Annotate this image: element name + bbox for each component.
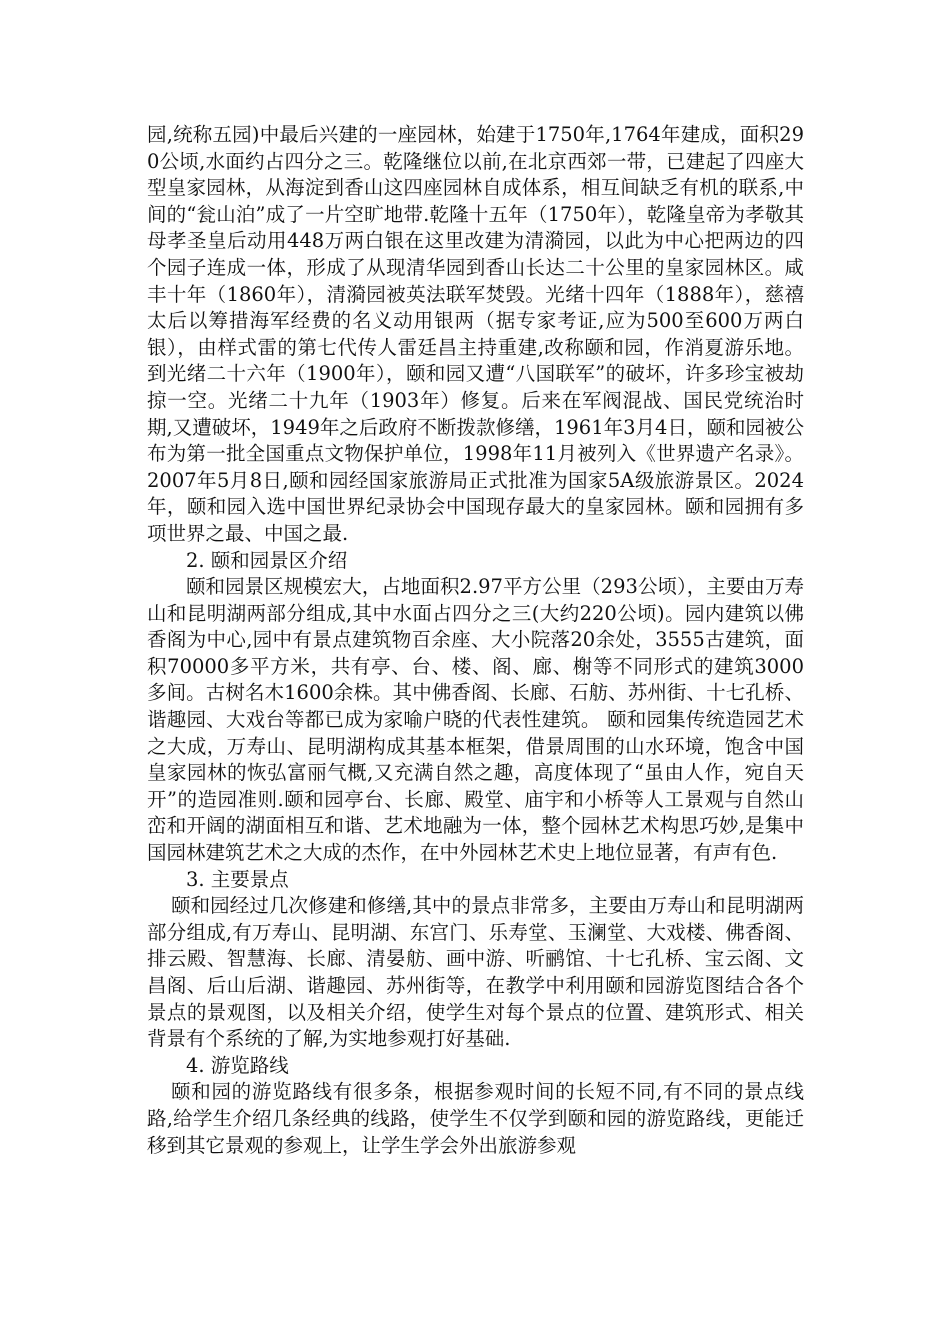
tour-routes-paragraph: 颐和园的游览路线有很多条，根据参观时间的长短不同,有不同的景点线路,给学生介绍几条经典的线路，使学生不仅学到颐和园的游览路线，更能迁移到其它景观的参观上，让学生学会外出旅游参观 — [147, 1080, 804, 1157]
section-heading-tour-routes: 4. 游览路线 — [186, 1053, 289, 1077]
document-page — [147, 122, 804, 1159]
intro-paragraph: 园,统称五园)中最后兴建的一座园林，始建于1750年,1764年建成，面积290公顷,水面约占四分之三。乾隆继位以前,在北京西郊一带，已建起了四座大型皇家园林，从海淀到香山这四座园林自成体系，相互间缺乏有机的联系,中间的“瓮山泊”成了一片空旷地带.乾隆十五年（1750年），乾隆皇帝为孝敬其母孝圣皇后动用448万两白银在这里改建为清漪园，以此为中心把两边的四个园子连成一体，形成了从现清华园到香山长达二十公里的皇家园林区。咸丰十年（1860年），清漪园被英法联军焚毁。光绪十四年（1888年），慈禧太后以筹措海军经费的名义动用银两（据专家考证,应为500至600万两白银），由样式雷的第七代传人雷廷昌主持重建,改称颐和园，作消夏游乐地。到光绪二十六年（1900年），颐和园又遭“八国联军”的破坏，许多珍宝被劫掠一空。光绪二十九年（1903年）修复。后来在军阀混战、国民党统治时期,又遭破坏，1949年之后政府不断拨款修缮，1961年3月4日，颐和园被公布为第一批全国重点文物保护单位，1998年11月被列入《世界遗产名录》。2007年5月8日,颐和园经国家旅游局正式批准为国家5A级旅游景区。2024年，颐和园入选中国世界纪录协会中国现存最大的皇家园林。颐和园拥有多项世界之最、中国之最. — [147, 123, 804, 545]
section-heading-scenic-area: 2. 颐和园景区介绍 — [186, 548, 348, 572]
main-attractions-paragraph: 颐和园经过几次修建和修缮,其中的景点非常多，主要由万寿山和昆明湖两部分组成,有万寿山、昆明湖、东宫门、乐寿堂、玉澜堂、大戏楼、佛香阁、排云殿、智慧海、长廊、清晏舫、画中游、听鹂馆、十七孔桥、宝云阁、文昌阁、后山后湖、谐趣园、苏州街等，在教学中利用颐和园游览图结合各个景点的景观图，以及相关介绍，使学生对每个景点的位置、建筑形式、相关背景有个系统的了解,为实地参观打好基础. — [147, 894, 804, 1051]
section-heading-main-attractions: 3. 主要景点 — [186, 867, 289, 891]
scenic-area-paragraph: 颐和园景区规模宏大，占地面积2.97平方公里（293公顷），主要由万寿山和昆明湖两部分组成,其中水面占四分之三(大约220公顷)。园内建筑以佛香阁为中心,园中有景点建筑物百余座、大小院落20余处，3555古建筑，面积70000多平方米，共有亭、台、楼、阁、廊、榭等不同形式的建筑3000多间。古树名木1600余株。其中佛香阁、长廊、石舫、苏州街、十七孔桥、谐趣园、大戏台等都已成为家喻户晓的代表性建筑。 颐和园集传统造园艺术之大成，万寿山、昆明湖构成其基本框架，借景周围的山水环境，饱含中国皇家园林的恢弘富丽气概,又充满自然之趣，高度体现了“虽由人作，宛自天开”的造园准则.颐和园亭台、长廊、殿堂、庙宇和小桥等人工景观与自然山峦和开阔的湖面相互和谐、艺术地融为一体，整个园林艺术构思巧妙,是集中国园林建筑艺术之大成的杰作，在中外园林艺术史上地位显著，有声有色. — [147, 575, 804, 865]
